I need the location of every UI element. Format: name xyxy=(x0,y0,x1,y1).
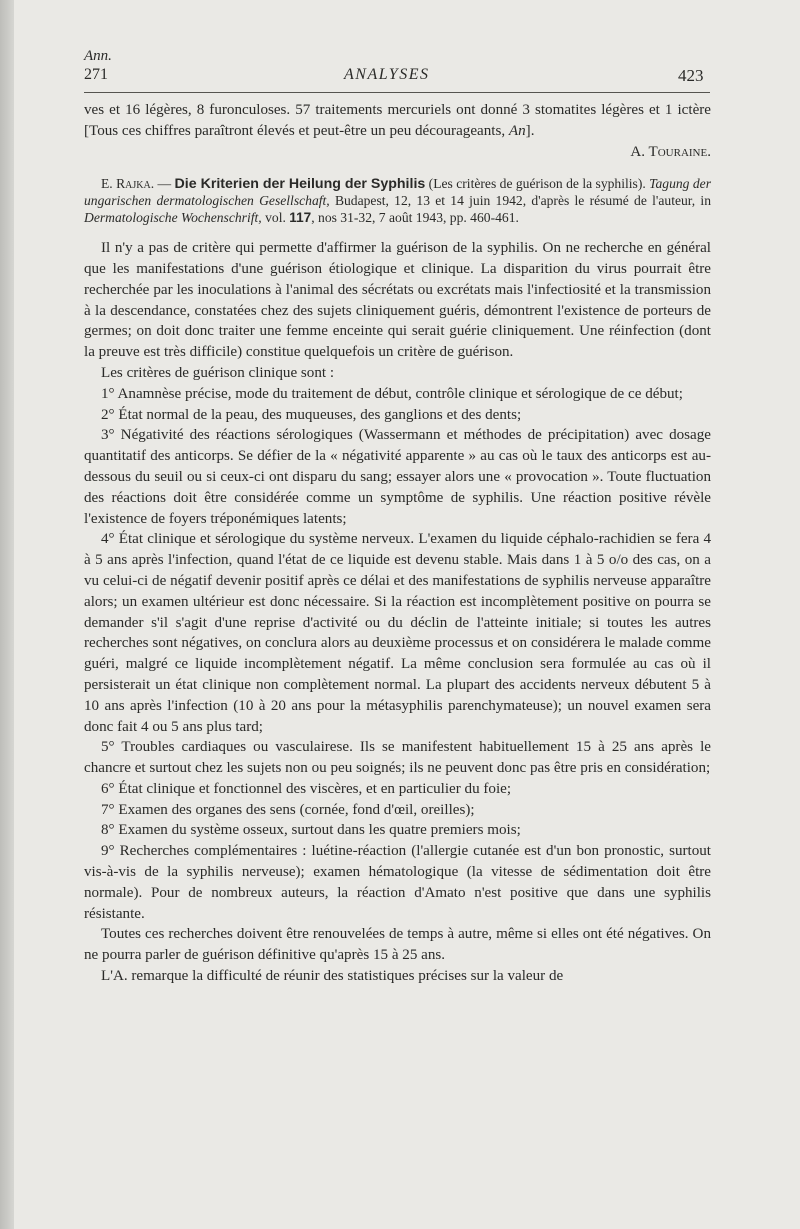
body-paragraph: Les critères de guérison clinique sont : xyxy=(101,364,335,381)
body-paragraph: Toutes ces recherches doivent être renouvelées de temps à autre, même si elles ont été négatives. On ne pourra parler de guérison définitive qu'après 15 à 25 ans. xyxy=(84,926,711,964)
criterion-item: 8° Examen du système osseux, surtout dans les quatre premiers mois; xyxy=(101,822,521,839)
criterion-item: 9° Recherches complémentaires : luétine-réaction (l'allergie cutanée est d'un bon pronostic, surtout vis-à-vis de la syphilis nerveuse); examen hématologique (la vitesse de sédimentation doit être normale). Pour de nombreux auteurs, la réaction d'Amato n'est positive que dans une syphilis résistante. xyxy=(84,843,711,922)
signature: A. Touraine. xyxy=(630,143,711,160)
header-rule xyxy=(84,92,710,93)
section-title: ANALYSES xyxy=(344,66,430,83)
criterion-item: 4° État clinique et sérologique du système nerveux. L'examen du liquide céphalo-rachidien se fera 4 à 5 ans après l'infection, quand l'état de ce liquide est devenu stable. Mais dans 1 à 5 o/o des cas, on a vu celui-ci de négatif devenir positif après ce délai et des manifestations de syphilis nerveuse apparaître alors; un examen ultérieur est donc nécessaire. Si la réaction est incomplètement positive on pourra se demander s'il s'agit d'une reprise d'activité ou du déclin de l'atteinte initiale; si toutes les autres recherches sont négatives, on conclura alors au deuxième processus et on considérera le malade comme guéri, malgré ce liquide incomplètement négatif. La même conclusion sera formulée au cas où il persisterait un état clinique non complètement normal. La plupart des accidents nerveux débutent 5 à 10 ans après l'infection (10 à 20 ans pour la métasyphilis parenchymateuse); un nouvel examen sera donc fait 4 ou 5 ans plus tard; xyxy=(84,531,711,735)
criterion-item: 7° Examen des organes des sens (cornée, fond d'œil, oreilles); xyxy=(101,801,475,818)
article-text xyxy=(84,100,711,987)
previous-abstract-tail: ves et 16 légères, 8 furonculoses. 57 traitements mercuriels ont donné 3 stomatites légères et 1 ictère [Tous ces chiffres paraîtront élevés et peut-être un peu décourageants, An]. xyxy=(84,102,711,139)
criterion-item: 6° État clinique et fonctionnel des viscères, et en particulier du foie; xyxy=(101,780,512,797)
abstract-title: Die Kriterien der Heilung der Syphilis xyxy=(174,176,426,193)
criterion-item: 1° Anamnèse précise, mode du traitement de début, contrôle clinique et sérologique de ce début; xyxy=(101,385,683,402)
page-edge xyxy=(0,0,14,1229)
page-number: 423 xyxy=(678,66,704,85)
abstract-reference: E. Rajka. — Die Kriterien der Heilung der Syphilis (Les critères de guérison de la syphilis). Tagung der ungarischen dermatologischen Gesellschaft, Budapest, 12, 13 et 14 juin 1942, d'après le résumé de l'auteur, in Dermatologische Wochenschrift, vol. 117, nos 31-32, 7 août 1943, pp. 460-461. xyxy=(84,176,711,225)
criterion-item: 3° Négativité des réactions sérologiques (Wassermann et méthodes de précipitation) avec dosage quantitatif des anticorps. Se défier de la « négativité apparente » au cas où le taux des anticorps est au-dessous du seuil ou si ceux-ci ont disparu du sang; essayer alors une « provocation ». Toute fluctuation des réactions doit être considérée comme un symptôme de syphilis. Une réaction positive révèle l'existence de foyers tréponémiques latents; xyxy=(84,427,711,527)
abstract-author: E. Rajka. xyxy=(101,176,155,192)
body-paragraph: Il n'y a pas de critère qui permette d'affirmer la guérison de la syphilis. On ne recherche en général que les manifestations d'une guérison étiologique et clinique. La disparition du virus pourrait être recherchée par les inoculations à l'animal des sécrétats ou excrétats mais l'infectiosité et la transmission à la descendance, constatées chez des sujets cliniquement guéris, démontrent l'existence de porteurs de germes; on doit donc traiter une femme enceinte qui serait guérie cliniquement. Une réinfection (dont la preuve est très difficile) constitue quelquefois un critère de guérison. xyxy=(84,240,711,361)
criterion-item: 5° Troubles cardiaques ou vasculairese. Ils se manifestent habituellement 15 à 25 ans après le chancre et surtout chez les sujets non ou peu soignés; ils ne peuvent donc pas être pris en considération; xyxy=(84,739,711,777)
previous-abstract-signature xyxy=(84,142,711,163)
body-paragraph: L'A. remarque la difficulté de réunir des statistiques précises sur la valeur de xyxy=(101,968,564,985)
criterion-item: 2° État normal de la peau, des muqueuses, des ganglions et des dents; xyxy=(101,406,522,423)
journal-abbreviation: Ann. xyxy=(84,48,112,64)
volume-page: 271 xyxy=(84,66,108,83)
